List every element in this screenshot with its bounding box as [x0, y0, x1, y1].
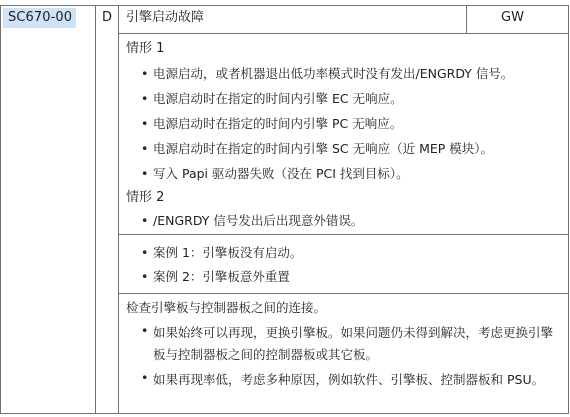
bullet-icon: • [141, 116, 149, 131]
bullet-icon: • [141, 141, 149, 156]
title-row-divider [118, 33, 569, 34]
case-2-item-text: /ENGRDY 信号发出后出现意外错误。 [153, 213, 364, 228]
examples-divider [118, 234, 569, 235]
column-divider-gw [466, 5, 467, 33]
case-1-item-text: 电源启动时在指定的时间内引擎 PC 无响应。 [153, 116, 403, 131]
case-1-item-text: 电源启动，或者机器退出低功率模式时没有发出/ENGRDY 信号。 [153, 66, 514, 81]
bullet-icon: • [141, 323, 149, 338]
error-type: D [102, 10, 113, 25]
solution-item-text: 如果再现率低，考虑多种原因，例如软件、引擎板、控制器板和 PSU。 [153, 372, 545, 387]
bullet-icon: • [141, 269, 149, 284]
bullet-icon: • [141, 66, 149, 81]
bullet-icon: • [141, 245, 149, 260]
case-2-heading: 情形 2 [126, 190, 165, 205]
error-code: SC670-00 [3, 8, 76, 28]
table-left-border [0, 5, 1, 414]
example-item-text: 案例 1：引擎板没有启动。 [153, 245, 303, 260]
table-right-border [568, 5, 569, 414]
column-divider-code [95, 5, 96, 414]
solution-divider [118, 293, 569, 294]
case-1-item-text: 写入 Papi 驱动器失败（没在 PCI 找到目标）。 [153, 166, 409, 181]
case-1-item-text: 电源启动时在指定的时间内引擎 SC 无响应（近 MEP 模块）。 [153, 141, 494, 156]
solution-intro: 检查引擎板与控制器板之间的连接。 [126, 300, 327, 315]
solution-item [141, 322, 561, 366]
case-1-heading: 情形 1 [126, 41, 165, 56]
table-bottom-border [0, 413, 569, 414]
solution-item [141, 369, 561, 413]
error-category: GW [501, 10, 524, 25]
table-top-border [0, 5, 569, 6]
case-1-item-text: 电源启动时在指定的时间内引擎 EC 无响应。 [153, 91, 403, 106]
bullet-icon: • [141, 166, 149, 181]
column-divider-type [118, 5, 119, 414]
solution-item-text: 如果始终可以再现，更换引擎板。如果问题仍未得到解决，考虑更换引擎板与控制器板之间的控制器板或其它板。 [153, 325, 554, 362]
example-item-text: 案例 2：引擎板意外重置 [153, 269, 290, 284]
bullet-icon: • [141, 91, 149, 106]
bullet-icon: • [141, 370, 149, 385]
bullet-icon: • [141, 213, 149, 228]
error-title: 引擎启动故障 [126, 10, 205, 25]
